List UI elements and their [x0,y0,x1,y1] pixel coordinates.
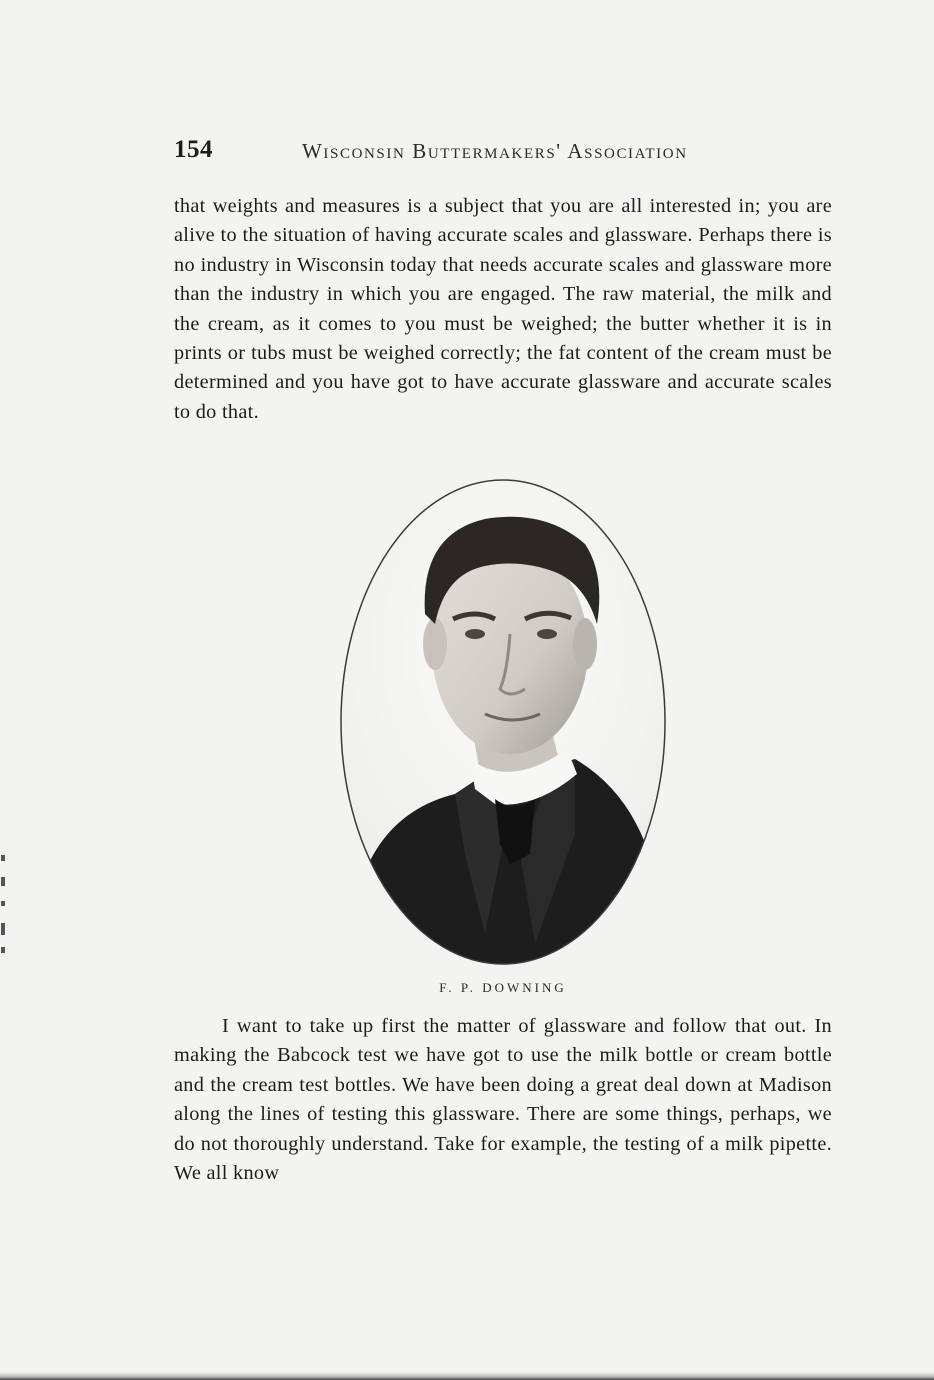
portrait-oval-image [335,474,671,970]
portrait-photo [335,474,671,970]
page-number: 154 [174,136,213,163]
page-header [174,136,834,170]
page-bottom-edge [0,1372,934,1380]
running-title: Wisconsin Buttermakers' Association [302,139,688,163]
portrait-caption: F. P. DOWNING [439,980,567,995]
paragraph-intro: that weights and measures is a subject that you are all interested in; you are alive to the situation of having accurate scales and glassware. Perhaps there is no industry in Wisconsin today that needs accurate scales and glassware more than the industry in which you are engaged. The raw material, the milk and the cream, as it comes to you must be weighed; the butter whether it is in prints or tubs must be weighed correctly; the fat content of the cream must be determined and you have got to have accurate glassware and accurate scales to do that. [174,195,832,423]
binding-edge-marks [0,855,8,975]
paragraph-glassware: I want to take up first the matter of glassware and follow that out. In making the Babcock test we have got to use the milk bottle or cream bottle and the cream test bottles. We have been doing a great deal down at Madison along the lines of testing this glassware. There are some things, perhaps, we do not thoroughly understand. Take for example, the testing of a milk pipette. We all know [174,1015,832,1185]
